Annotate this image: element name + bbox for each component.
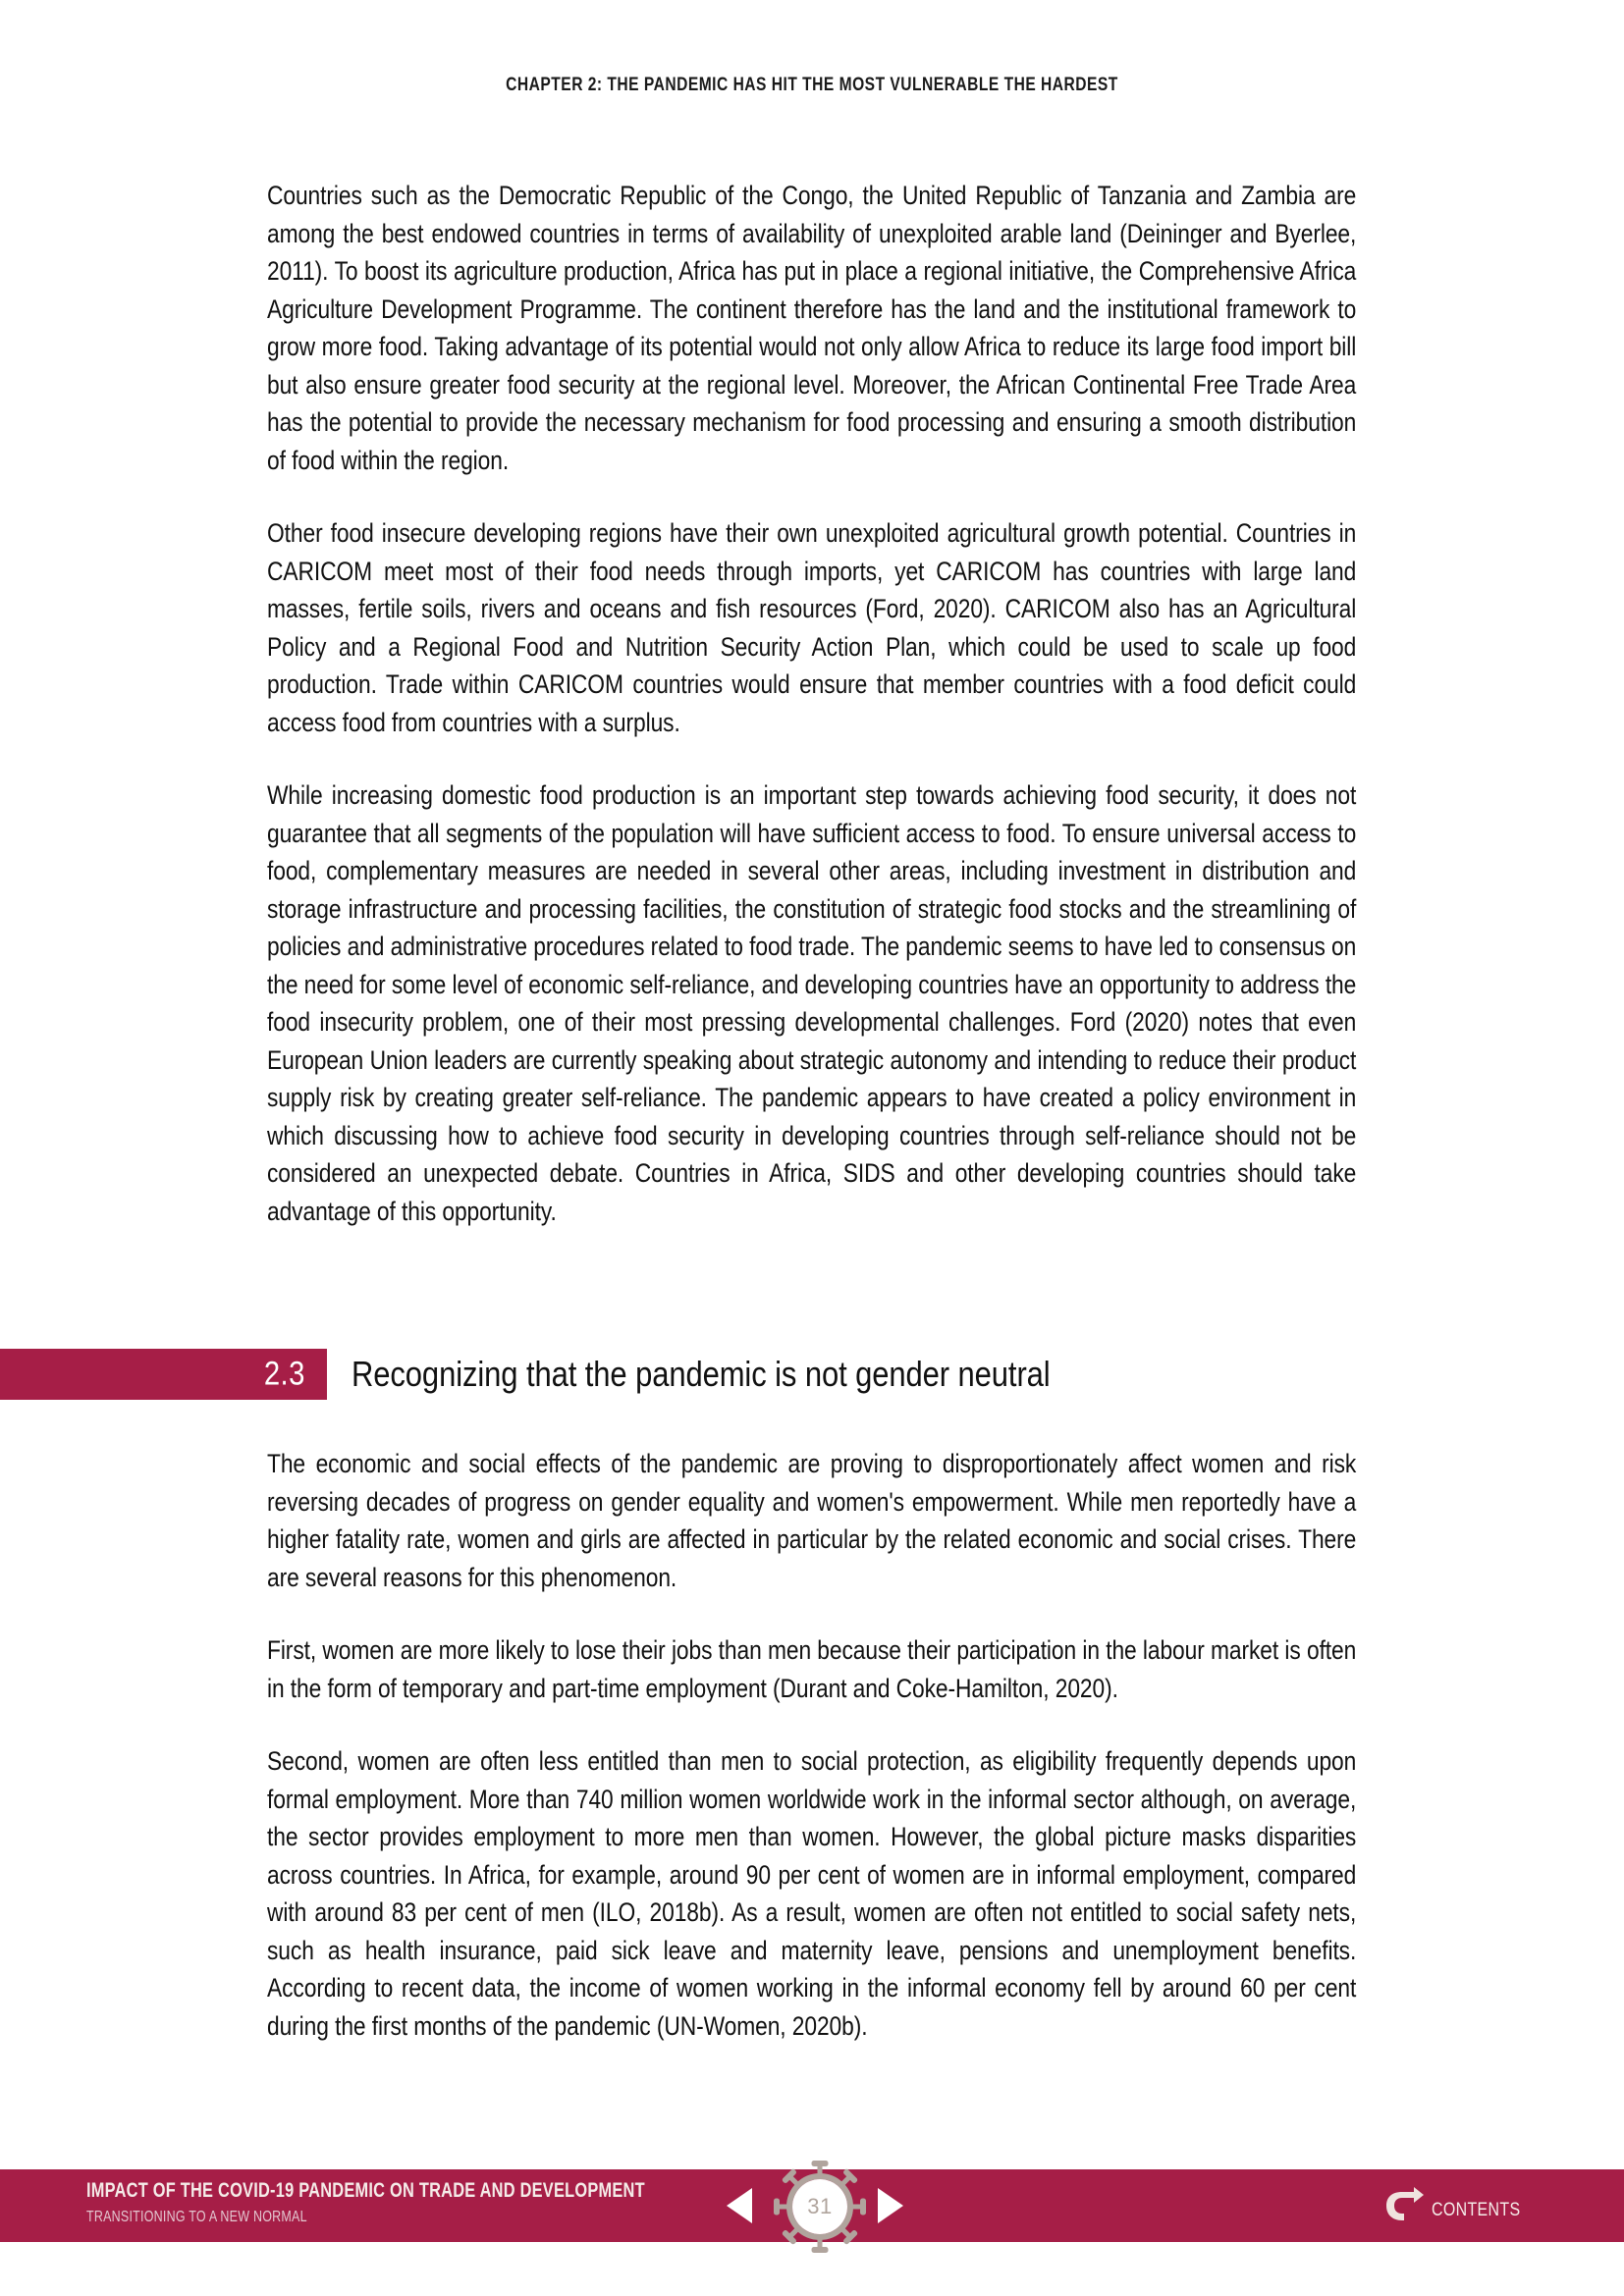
section-title: Recognizing that the pandemic is not gender neutral xyxy=(352,1354,1051,1394)
section-number: 2.3 xyxy=(264,1355,305,1393)
return-arrow-icon xyxy=(1383,2184,1425,2223)
page-footer xyxy=(0,2159,1624,2296)
page-number: 31 xyxy=(807,2194,833,2218)
running-header: CHAPTER 2: THE PANDEMIC HAS HIT THE MOST VULNERABLE THE HARDEST xyxy=(506,75,1118,95)
body-column-lower xyxy=(267,1445,1357,2045)
paragraph: Second, women are often less entitled than men to social protection, as eligibility frequently depends upon formal employment. More than 740 million women worldwide work in the informal sector although, on average, the sector provides employment to more men than women. However, the global picture masks disparities across countries. In Africa, for example, around 90 per cent of women are in informal employment, compared with around 83 per cent of men (ILO, 2018b). As a result, women are often not entitled to social safety nets, such as health insurance, paid sick leave and maternity leave, pensions and unemployment benefits. According to recent data, the income of women working in the informal economy fell by around 60 per cent during the first months of the pandemic (UN-Women, 2020b). xyxy=(267,1746,1357,2041)
paragraph: Countries such as the Democratic Republic of the Congo, the United Republic of Tanzania and Zambia are among the best endowed countries in terms of availability of unexploited arable land (Deininger and Byerlee, 2011). To boost its agriculture production, Africa has put in place a regional initiative, the Comprehensive Africa Agriculture Development Programme. The continent therefore has the land and the institutional framework to grow more food. Taking advantage of its potential would not only allow Africa to reduce its large food import bill but also ensure greater food security at the regional level. Moreover, the African Continental Free Trade Area has the potential to provide the necessary mechanism for food processing and ensuring a smooth distribution of food within the region. xyxy=(267,181,1357,475)
footer-title: IMPACT OF THE COVID-19 PANDEMIC ON TRADE AND DEVELOPMENT xyxy=(86,2179,645,2202)
triangle-right-icon[interactable] xyxy=(878,2188,903,2223)
contents-link[interactable] xyxy=(1383,2184,1538,2223)
footer-subtitle: TRANSITIONING TO A NEW NORMAL xyxy=(86,2209,307,2225)
paragraph: While increasing domestic food production is an important step towards achieving food security, it does not guarantee that all segments of the population will have sufficient access to food. To ensure universal access to food, complementary measures are needed in several other areas, including investment in distribution and storage infrastructure and processing facilities, the constitution of strategic food stocks and the streamlining of policies and administrative procedures related to food trade. The pandemic seems to have led to consensus on the need for some level of economic self-reliance, and developing countries have an opportunity to address the food insecurity problem, one of their most pressing developmental challenges. Ford (2020) notes that even European Union leaders are currently speaking about strategic autonomy and intending to reduce their product supply risk by creating greater self-reliance. The pandemic appears to have created a policy environment in which discussing how to achieve food security in developing countries through self-reliance should not be considered an unexpected debate. Countries in Africa, SIDS and other developing countries should take advantage of this opportunity. xyxy=(267,780,1357,1226)
body-column-upper xyxy=(267,177,1357,1230)
coronavirus-page-marker xyxy=(774,2161,866,2253)
paragraph: The economic and social effects of the pandemic are proving to disproportionately affect women and risk reversing decades of progress on gender equality and women's empowerment. While men reportedly have a higher fatality rate, women and girls are affected in particular by the related economic and social crises. There are several reasons for this phenomenon. xyxy=(267,1449,1357,1592)
contents-label: CONTENTS xyxy=(1432,2200,1521,2220)
triangle-left-icon[interactable] xyxy=(727,2188,752,2223)
section-number-band xyxy=(0,1349,327,1400)
footer-title-block xyxy=(86,2180,802,2225)
paragraph: Other food insecure developing regions have their own unexploited agricultural growth potential. Countries in CARICOM meet most of their food needs through imports, yet CARICOM has countries with large land masses, fertile soils, rivers and oceans and fish resources (Ford, 2020). CARICOM also has an Agricultural Policy and a Regional Food and Nutrition Security Action Plan, which could be used to scale up food production. Trade within CARICOM countries would ensure that member countries with a food deficit could access food from countries with a surplus. xyxy=(267,518,1357,737)
paragraph: First, women are more likely to lose their jobs than men because their participation in the labour market is often in the form of temporary and part-time employment (Durant and Coke-Hamilton, 2020). xyxy=(267,1635,1357,1703)
section-heading-2-3 xyxy=(0,1349,1624,1400)
